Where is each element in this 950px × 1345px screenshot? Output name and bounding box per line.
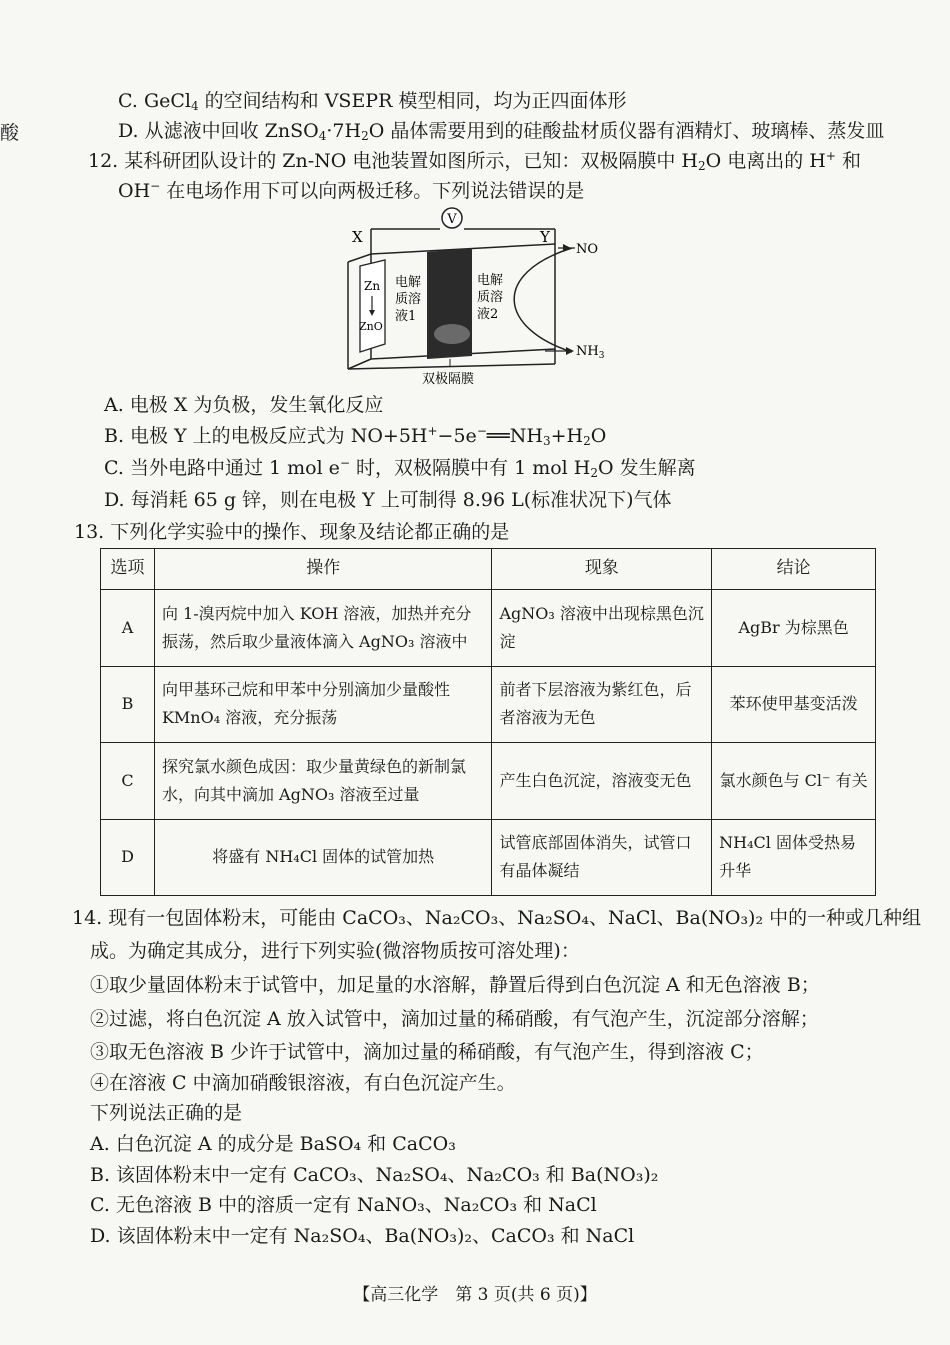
row-option: B <box>101 666 155 743</box>
row-option: C <box>101 743 155 820</box>
table-row <box>101 743 876 820</box>
label-nh3: $NH_3$ <box>576 344 605 361</box>
q12-option-a: A. 电极 X 为负极，发生氧化反应 <box>104 394 384 416</box>
q14-option-b: B. 该固体粉末中一定有 CaCO₃、Na₂SO₄、Na₂CO₃ 和 Ba(NO₃)₂ <box>90 1164 659 1186</box>
q14-ask: 下列说法正确的是 <box>90 1102 243 1124</box>
table-header-row <box>101 549 876 590</box>
label-no: NO <box>576 242 599 257</box>
experiment-table <box>100 548 876 896</box>
q14-step-3: ③取无色溶液 B 少许于试管中，滴加过量的稀硝酸，有气泡产生，得到溶液 C； <box>90 1041 764 1063</box>
q11-option-c: C. GeCl$_4$ 的空间结构和 VSEPR 模型相同，均为正四面体形 <box>118 90 627 113</box>
q12-option-b: B. 电极 Y 上的电极反应式为 $NO+5H^+-5e^-══NH_3+H_2O$ <box>104 424 607 448</box>
q12-option-c: C. 当外电路中通过 1 mol e− 时，双极隔膜中有 1 mol $H_2O$ 发生解离 <box>104 456 696 480</box>
header-operation: 操作 <box>154 549 492 590</box>
header-conclusion: 结论 <box>712 549 876 590</box>
row-conclusion: 氯水颜色与 Cl⁻ 有关 <box>712 743 876 820</box>
page-footer: 【高三化学 第 3 页(共 6 页)】 <box>353 1285 597 1305</box>
header-option: 选项 <box>101 549 155 590</box>
q14-stem-line1: 14. 现有一包固体粉末，可能由 CaCO₃、Na₂CO₃、Na₂SO₄、NaCl、Ba(NO₃)₂ 中的一种或几种组 <box>72 907 922 929</box>
label-zno: ZnO <box>359 320 383 333</box>
q12-stem-line1: 12. 某科研团队设计的 Zn-NO 电池装置如图所示，已知：双极隔膜中 $H_2O$ 电离出的 H+ 和 <box>88 149 861 173</box>
membrane-label: 双极隔膜 <box>422 372 475 387</box>
label-zn: Zn <box>364 279 381 293</box>
label-x: X <box>352 228 363 246</box>
solution2-label-line2: 质溶 <box>477 290 504 305</box>
row-phenomenon: 前者下层溶液为紫红色，后者溶液为无色 <box>492 666 712 743</box>
q14-step-4: ④在溶液 C 中滴加硝酸银溶液，有白色沉淀产生。 <box>90 1072 516 1094</box>
solution2-label-line3: 液2 <box>477 307 499 322</box>
q11-option-d: D. 从滤液中回收 $ZnSO_4\cdot 7H_2O$ 晶体需要用到的硅酸盐材质仪器有酒精灯、玻璃棒、蒸发皿 <box>118 120 885 143</box>
row-operation: 向 1-溴丙烷中加入 KOH 溶液，加热并充分振荡，然后取少量液体滴入 AgNO₃ 溶液中 <box>154 590 492 667</box>
row-conclusion: 苯环使甲基变活泼 <box>712 666 876 743</box>
row-conclusion: NH₄Cl 固体受热易升华 <box>712 819 876 896</box>
row-conclusion: AgBr 为棕黑色 <box>712 590 876 667</box>
row-operation: 向甲基环己烷和甲苯中分别滴加少量酸性 KMnO₄ 溶液，充分振荡 <box>154 666 492 743</box>
q14-option-a: A. 白色沉淀 A 的成分是 BaSO₄ 和 CaCO₃ <box>90 1133 456 1155</box>
q14-step-1: ①取少量固体粉末于试管中，加足量的水溶解，静置后得到白色沉淀 A 和无色溶液 B； <box>90 974 820 996</box>
row-phenomenon: AgNO₃ 溶液中出现棕黑色沉淀 <box>492 590 712 667</box>
q14-option-d: D. 该固体粉末中一定有 Na₂SO₄、Ba(NO₃)₂、CaCO₃ 和 NaCl <box>90 1225 635 1247</box>
q12-stem-line2: OH− 在电场作用下可以向两极迁移。下列说法错误的是 <box>118 179 585 202</box>
solution1-label-line2: 质溶 <box>395 292 422 307</box>
q13-stem: 13. 下列化学实验中的操作、现象及结论都正确的是 <box>74 521 510 543</box>
solution2-label-line1: 电解 <box>477 273 504 288</box>
table-row <box>101 666 876 743</box>
row-operation: 探究氯水颜色成因：取少量黄绿色的新制氯水，向其中滴加 AgNO₃ 溶液至过量 <box>154 743 492 820</box>
table-row <box>101 819 876 896</box>
solution1-label-line1: 电解 <box>395 275 422 290</box>
q12-option-d: D. 每消耗 65 g 锌，则在电极 Y 上可制得 8.96 L(标准状况下)气体 <box>104 489 672 511</box>
table-row <box>101 590 876 667</box>
q14-stem-line2: 成。为确定其成分，进行下列实验(微溶物质按可溶处理)： <box>90 940 580 962</box>
cut-off-edge-text: 酸 <box>0 122 20 144</box>
q14-step-2: ②过滤，将白色沉淀 A 放入试管中，滴加过量的稀硝酸，有气泡产生，沉淀部分溶解； <box>90 1008 819 1030</box>
label-y: Y <box>540 228 550 246</box>
row-phenomenon: 产生白色沉淀，溶液变无色 <box>492 743 712 820</box>
row-phenomenon: 试管底部固体消失，试管口有晶体凝结 <box>492 819 712 896</box>
q14-option-c: C. 无色溶液 B 中的溶质一定有 NaNO₃、Na₂CO₃ 和 NaCl <box>90 1194 597 1216</box>
solution1-label-line3: 液1 <box>395 309 417 324</box>
row-operation: 将盛有 NH₄Cl 固体的试管加热 <box>154 819 492 896</box>
zn-no-battery-diagram <box>340 204 630 389</box>
svg-text:V: V <box>447 212 457 227</box>
voltmeter-icon <box>442 208 462 228</box>
header-phenomenon: 现象 <box>492 549 712 590</box>
row-option: D <box>101 819 155 896</box>
row-option: A <box>101 590 155 667</box>
